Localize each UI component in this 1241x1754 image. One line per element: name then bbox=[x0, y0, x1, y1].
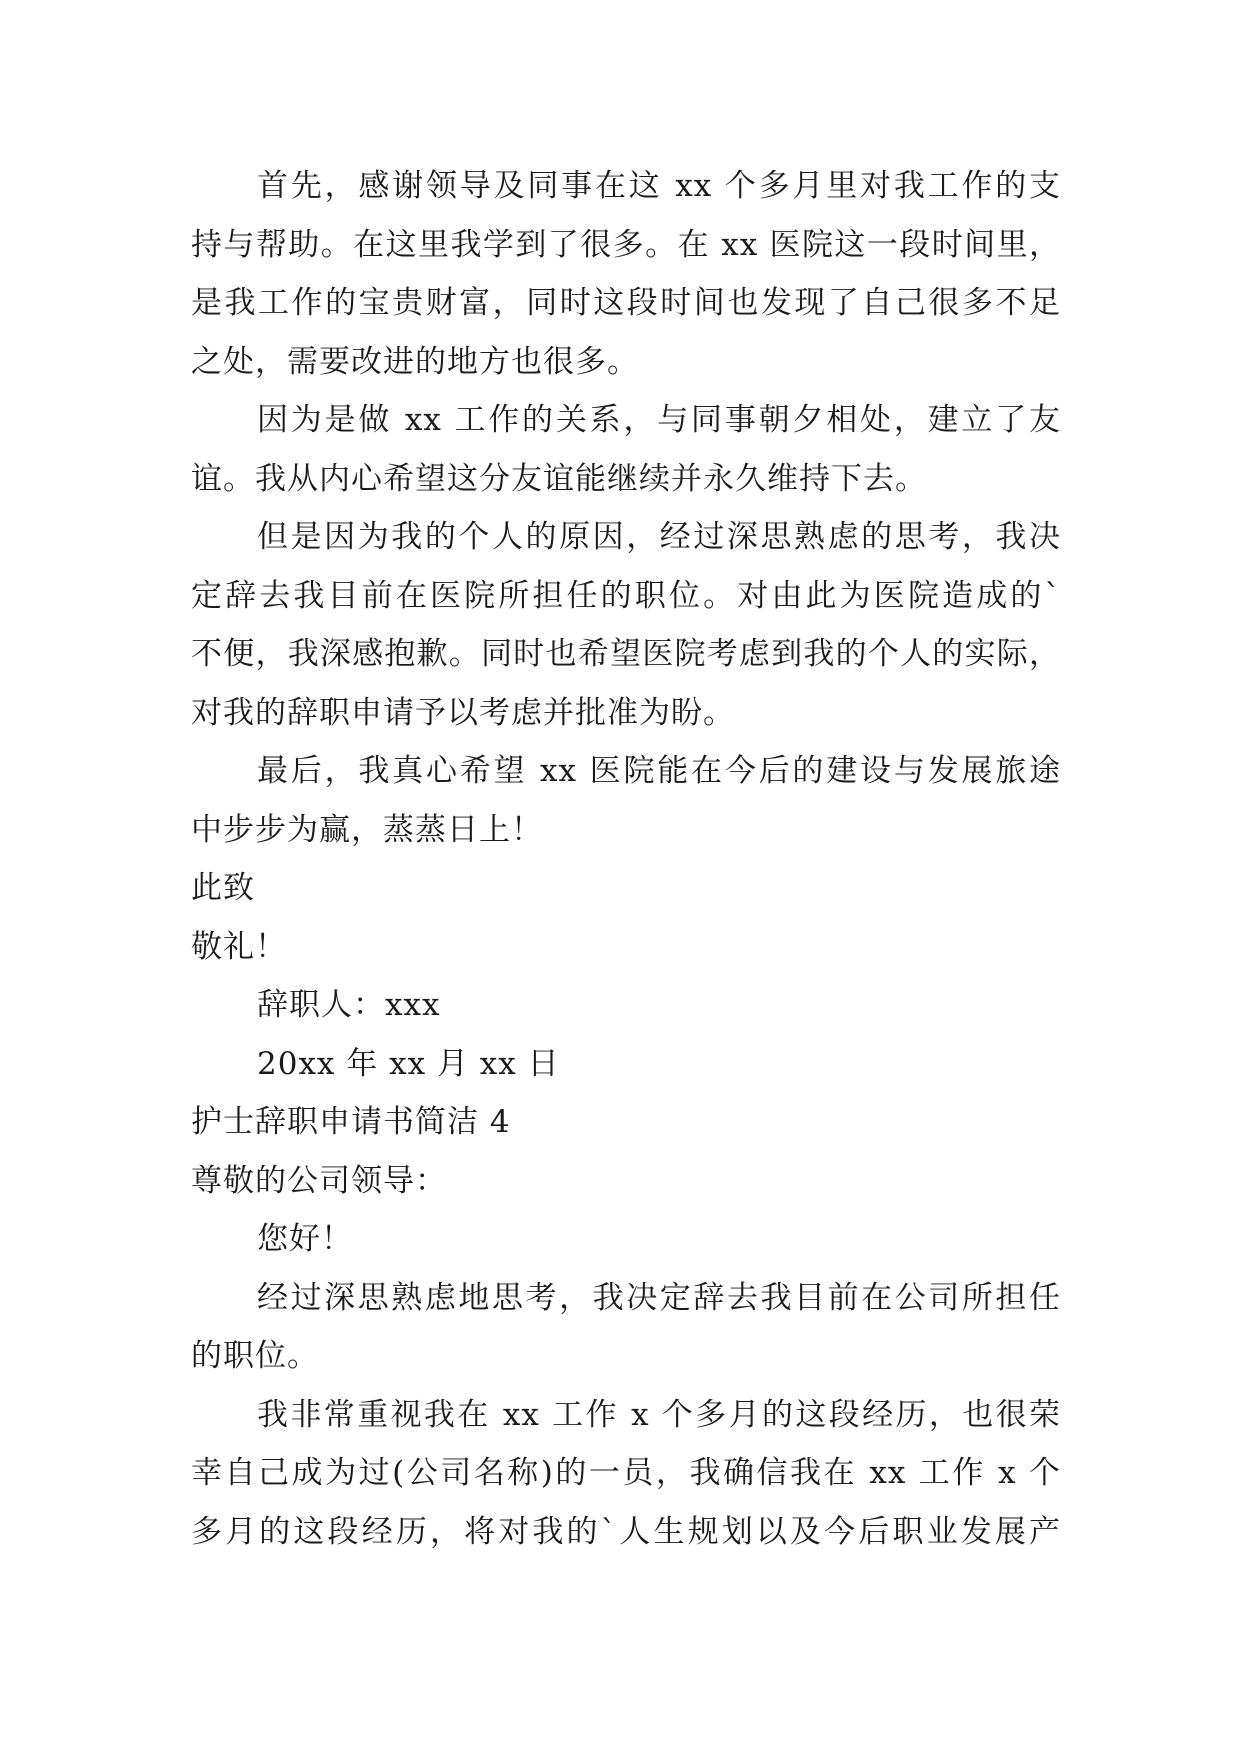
text-line: 您好！ bbox=[257, 1221, 353, 1257]
text-line: 持与帮助。在这里我学到了很多。在 xx 医院这一段时间里， bbox=[191, 226, 1061, 263]
text-line: 不便，我深感抱歉。同时也希望医院考虑到我的个人的实际， bbox=[191, 636, 1061, 672]
text-line: 经过深思熟虑地思考，我决定辞去我目前在公司所担任 bbox=[257, 1279, 1061, 1316]
text-line: 尊敬的公司领导： bbox=[191, 1162, 447, 1199]
text-line: 最后，我真心希望 xx 医院能在今后的建设与发展旅途 bbox=[257, 753, 1061, 789]
text-line: 20xx 年 xx 月 xx 日 bbox=[257, 1045, 560, 1082]
text-line: 幸自己成为过(公司名称)的一员，我确信我在 xx 工作 x 个 bbox=[191, 1455, 1061, 1491]
text-line: 中步步为赢，蒸蒸日上！ bbox=[191, 811, 543, 848]
text-line: 护士辞职申请书简洁 4 bbox=[191, 1104, 511, 1140]
text-line: 定辞去我目前在医院所担任的职位。对由此为医院造成的` bbox=[191, 577, 1061, 614]
text-line: 辞职人：xxx bbox=[257, 987, 441, 1023]
text-line: 但是因为我的个人的原因，经过深思熟虑的思考，我决 bbox=[257, 519, 1061, 555]
text-line: 敬礼！ bbox=[191, 928, 287, 965]
text-line: 我非常重视我在 xx 工作 x 个多月的这段经历，也很荣 bbox=[257, 1396, 1061, 1433]
text-line: 是我工作的宝贵财富，同时这段时间也发现了自己很多不足 bbox=[191, 285, 1061, 321]
text-line: 首先，感谢领导及同事在这 xx 个多月里对我工作的支 bbox=[257, 168, 1061, 204]
text-line: 谊。我从内心希望这分友谊能继续并永久维持下去。 bbox=[191, 460, 927, 497]
document-body bbox=[191, 157, 1061, 1561]
text-line: 因为是做 xx 工作的关系，与同事朝夕相处，建立了友 bbox=[257, 402, 1061, 438]
text-line: 之处，需要改进的地方也很多。 bbox=[191, 343, 639, 380]
text-line: 多月的这段经历，将对我的`人生规划以及今后职业发展产 bbox=[191, 1513, 1061, 1550]
text-line: 此致 bbox=[191, 870, 255, 906]
text-line: 的职位。 bbox=[191, 1338, 319, 1374]
text-line: 对我的辞职申请予以考虑并批准为盼。 bbox=[191, 694, 735, 731]
